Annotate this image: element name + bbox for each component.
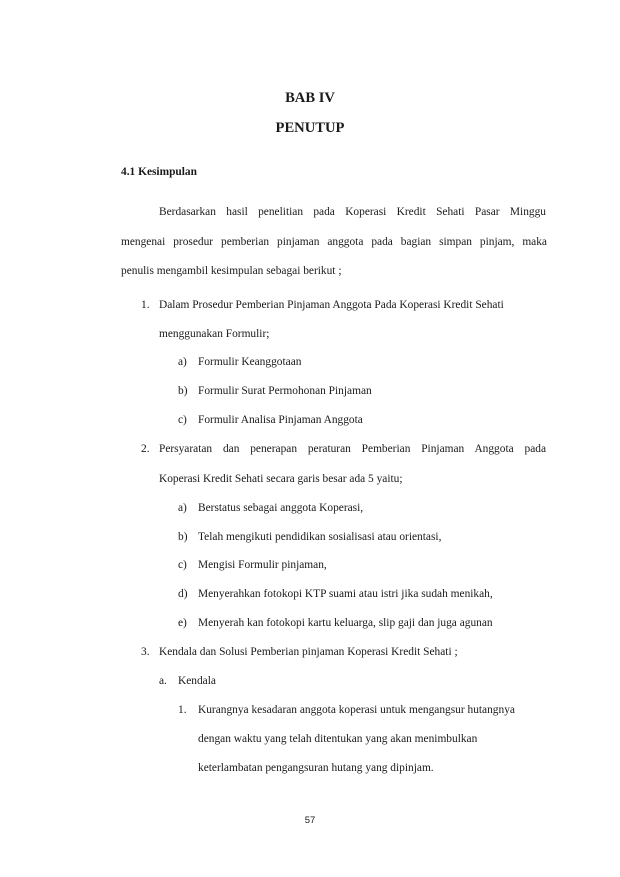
point-2-item-c-marker: c) — [178, 559, 187, 571]
point-3-number: 3. — [141, 646, 150, 658]
point-1-item-a: Formulir Keanggotaan — [198, 356, 302, 368]
point-2-item-b: Telah mengikuti pendidikan sosialisasi atau orientasi, — [198, 531, 442, 543]
point-2-item-a-marker: a) — [178, 502, 187, 514]
point-1-item-b-marker: b) — [178, 385, 188, 397]
point-3-sub-item-line-3: keterlambatan pengangsuran hutang yang dipinjam. — [198, 762, 434, 774]
chapter-title: BAB IV — [285, 90, 335, 106]
intro-line-3: penulis mengambil kesimpulan sebagai berikut ; — [121, 265, 342, 277]
point-2-item-d-marker: d) — [178, 588, 188, 600]
intro-line-1: Berdasarkan hasil penelitian pada Koperasi Kredit Sehati Pasar Minggu — [159, 206, 546, 218]
point-3-line-1: Kendala dan Solusi Pemberian pinjaman Koperasi Kredit Sehati ; — [159, 646, 458, 658]
point-3-sub-marker: a. — [159, 675, 167, 687]
point-2-item-e-marker: e) — [178, 617, 187, 629]
point-2-item-a: Berstatus sebagai anggota Koperasi, — [198, 502, 364, 514]
point-1-item-a-marker: a) — [178, 356, 187, 368]
point-3-sub-item-line-1: Kurangnya kesadaran anggota koperasi untuk mengangsur hutangnya — [198, 704, 515, 716]
point-2-line-2: Koperasi Kredit Sehati secara garis besar ada 5 yaitu; — [159, 473, 403, 485]
point-3-sub-item-line-2: dengan waktu yang telah ditentukan yang akan menimbulkan — [198, 733, 478, 745]
page-number: 57 — [304, 815, 316, 826]
point-2-line-1: Persyaratan dan penerapan peraturan Pemberian Pinjaman Anggota pada — [159, 443, 546, 455]
point-1-line-2: menggunakan Formulir; — [159, 328, 270, 340]
point-2-item-c: Mengisi Formulir pinjaman, — [198, 559, 327, 571]
point-3-sub-item-marker: 1. — [178, 704, 187, 716]
section-heading: 4.1 Kesimpulan — [121, 166, 197, 178]
intro-line-2: mengenai prosedur pemberian pinjaman anggota pada bagian simpan pinjam, maka — [121, 236, 547, 248]
point-2-number: 2. — [141, 443, 150, 455]
point-1-item-b: Formulir Surat Permohonan Pinjaman — [198, 385, 372, 397]
point-2-item-b-marker: b) — [178, 531, 188, 543]
point-1-number: 1. — [141, 299, 150, 311]
point-1-item-c: Formulir Analisa Pinjaman Anggota — [198, 414, 363, 426]
point-1-line-1: Dalam Prosedur Pemberian Pinjaman Anggota Pada Koperasi Kredit Sehati — [159, 299, 504, 311]
point-2-item-d: Menyerahkan fotokopi KTP suami atau istri jika sudah menikah, — [198, 588, 493, 600]
chapter-subtitle: PENUTUP — [275, 120, 345, 136]
point-2-item-e: Menyerah kan fotokopi kartu keluarga, slip gaji dan juga agunan — [198, 617, 493, 629]
point-1-item-c-marker: c) — [178, 414, 187, 426]
point-3-sub-label: Kendala — [178, 675, 216, 687]
